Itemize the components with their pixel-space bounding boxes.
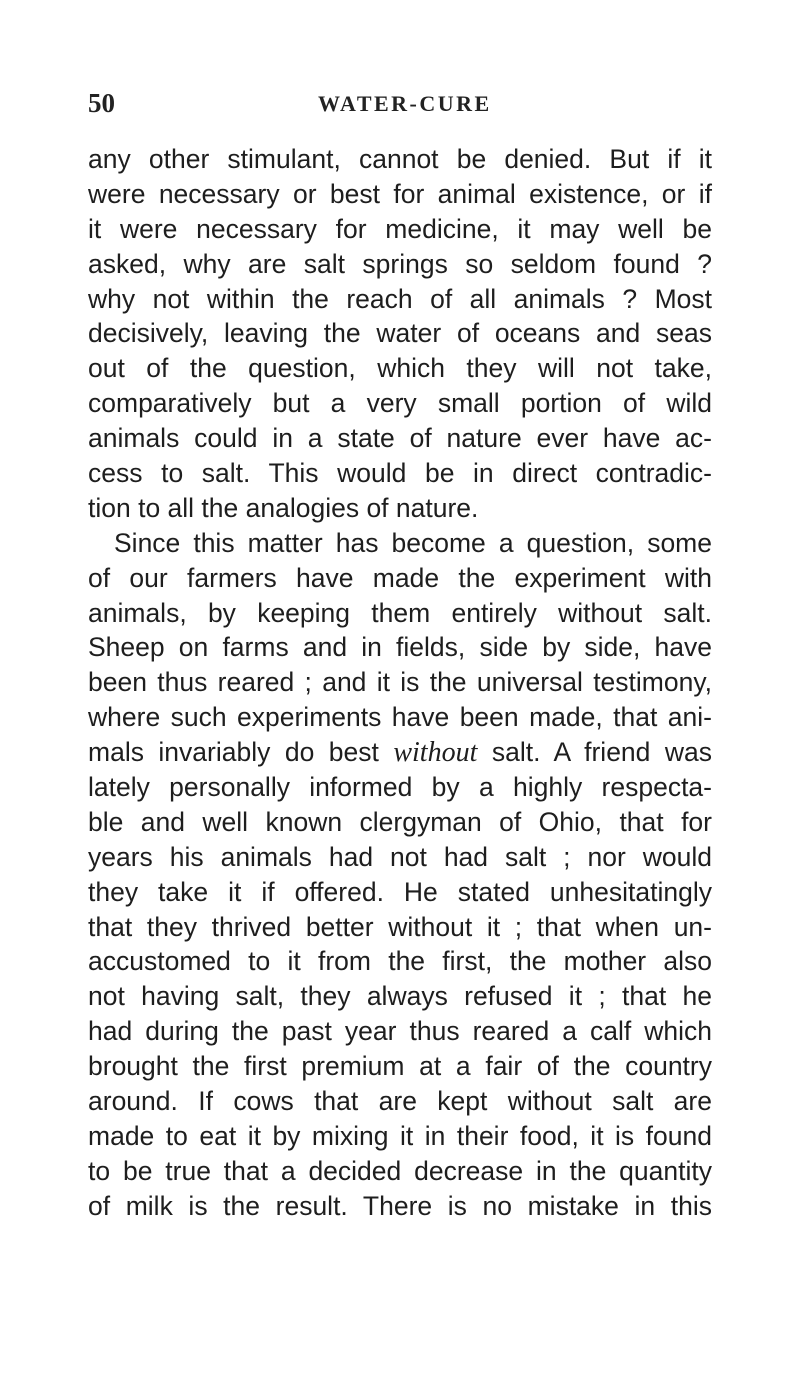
page-number: 50 [88, 88, 115, 118]
text-line: cess to salt. This would be in direct contradic- [88, 458, 712, 489]
text-line: to be true that a decided decrease in the quantity [88, 1155, 712, 1186]
text-line: not having salt, they always refused it ; that he [88, 981, 712, 1012]
italic-word: without [393, 737, 478, 769]
text-run: mals invariably do best [88, 737, 394, 768]
text-line: lately personally informed by a highly respecta- [88, 772, 712, 803]
text-line: that they thrived better without it ; that when un- [88, 911, 712, 942]
text-line: brought the first premium at a fair of the country [88, 1051, 712, 1082]
running-head: WATER-CURE [318, 91, 492, 116]
text-line: any other stimulant, cannot be denied. But if it [88, 144, 712, 174]
text-line: of our farmers have made the experiment with [88, 562, 712, 593]
text-line: comparatively but a very small portion of wild [88, 388, 712, 419]
text-line: where such experiments have been made, that ani- [88, 702, 712, 733]
page-header [88, 88, 712, 118]
text-line: they take it if offered. He stated unhesitatingly [88, 876, 712, 907]
text-line: animals could in a state of nature ever have ac- [88, 423, 712, 454]
text-line: ble and well known clergyman of Ohio, that for [88, 806, 712, 837]
text-line: asked, why are salt springs so seldom found ? [88, 248, 712, 279]
text-line: Since this matter has become a question, some [114, 527, 712, 558]
body-text [88, 142, 712, 1224]
text-line: years his animals had not had salt ; nor would [88, 841, 712, 872]
text-line: accustomed to it from the first, the mother also [88, 946, 712, 977]
text-line: Sheep on farms and in fields, side by side, have [88, 632, 712, 663]
text-line: had during the past year thus reared a calf which [88, 1016, 712, 1047]
text-line-with-italic [88, 735, 712, 770]
text-line: tion to all the analogies of nature. [88, 492, 479, 523]
text-run: salt. A friend was [477, 737, 713, 768]
text-line: made to eat it by mixing it in their food, it is found [88, 1120, 712, 1151]
text-line: of milk is the result. There is no mistake in this [88, 1190, 712, 1221]
text-line: why not within the reach of all animals ? Most [88, 283, 712, 314]
text-line: it were necessary for medicine, it may well be [88, 213, 712, 244]
text-line: around. If cows that are kept without salt are [88, 1086, 712, 1117]
text-line: decisively, leaving the water of oceans and seas [88, 318, 712, 349]
text-line: been thus reared ; and it is the universal testimony, [88, 667, 712, 698]
text-line: out of the question, which they will not take, [88, 353, 712, 384]
text-line: were necessary or best for animal existence, or if [88, 178, 712, 209]
text-line: animals, by keeping them entirely without salt. [88, 597, 712, 628]
